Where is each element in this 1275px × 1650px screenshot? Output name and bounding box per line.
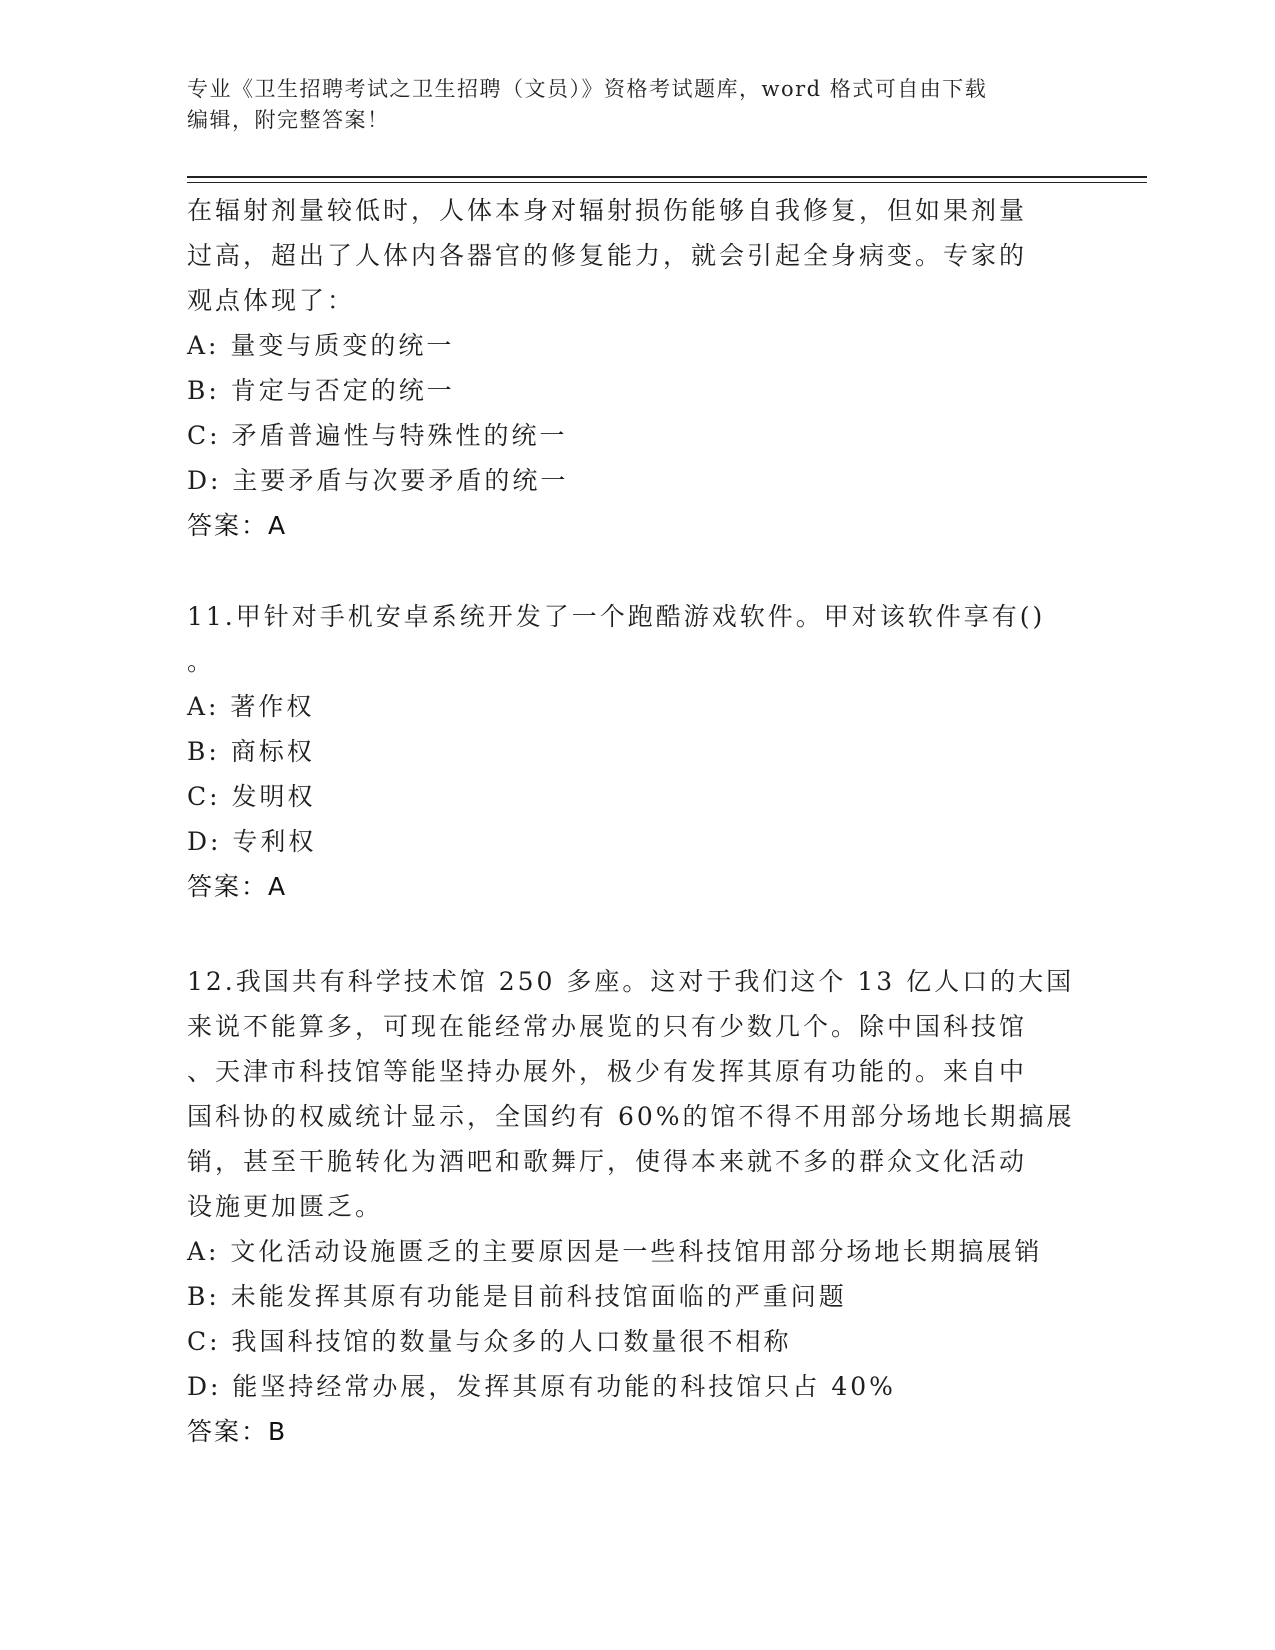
option-a: A: 著作权: [187, 692, 315, 721]
question-stem-line: 设施更加匮乏。: [187, 1192, 384, 1221]
header-line-2: 编辑，附完整答案！: [187, 108, 390, 132]
question-stem-line: 在辐射剂量较低时，人体本身对辐射损伤能够自我修复，但如果剂量: [187, 196, 1028, 225]
question-block: [187, 959, 1087, 1455]
option-b: B: 商标权: [187, 737, 315, 766]
question-stem-line: 12.我国共有科学技术馆 250 多座。这对于我们这个 13 亿人口的大国: [187, 967, 1075, 996]
option-d: D: 专利权: [187, 827, 317, 856]
option-b: B: 肯定与否定的统一: [187, 376, 455, 405]
answer-label: 答案：B: [187, 1417, 288, 1446]
question-stem-line: 11.甲针对手机安卓系统开发了一个跑酷游戏软件。甲对该软件享有(): [187, 602, 1046, 631]
option-c: C: 矛盾普遍性与特殊性的统一: [187, 421, 568, 450]
question-stem-line: 、天津市科技馆等能坚持办展外，极少有发挥其原有功能的。来自中: [187, 1057, 1028, 1086]
header-divider-thick: [187, 176, 1147, 178]
document-header: [187, 74, 1067, 136]
option-b: B: 未能发挥其原有功能是目前科技馆面临的严重问题: [187, 1282, 847, 1311]
question-stem-line: 来说不能算多，可现在能经常办展览的只有少数几个。除中国科技馆: [187, 1012, 1028, 1041]
option-a: A: 文化活动设施匮乏的主要原因是一些科技馆用部分场地长期搞展销: [187, 1237, 1043, 1266]
option-c: C: 发明权: [187, 782, 316, 811]
answer-label: 答案：A: [187, 872, 288, 901]
question-block: [187, 188, 1087, 549]
question-stem-line: 观点体现了：: [187, 286, 356, 315]
option-d: D: 主要矛盾与次要矛盾的统一: [187, 466, 569, 495]
question-stem-line: 国科协的权威统计显示，全国约有 60%的馆不得不用部分场地长期搞展: [187, 1102, 1075, 1131]
option-c: C: 我国科技馆的数量与众多的人口数量很不相称: [187, 1327, 792, 1356]
question-stem-line: 销，甚至干脆转化为酒吧和歌舞厅，使得本来就不多的群众文化活动: [187, 1147, 1028, 1176]
header-divider-thin: [187, 182, 1147, 183]
header-line-1: 专业《卫生招聘考试之卫生招聘（文员）》资格考试题库，word 格式可自由下载: [187, 77, 988, 101]
option-a: A: 量变与质变的统一: [187, 331, 455, 360]
question-block: [187, 594, 1087, 910]
answer-label: 答案：A: [187, 511, 288, 540]
question-stem-line: 过高，超出了人体内各器官的修复能力，就会引起全身病变。专家的: [187, 241, 1028, 270]
option-d: D: 能坚持经常办展，发挥其原有功能的科技馆只占 40%: [187, 1372, 896, 1401]
question-stem-line: 。: [187, 647, 216, 676]
